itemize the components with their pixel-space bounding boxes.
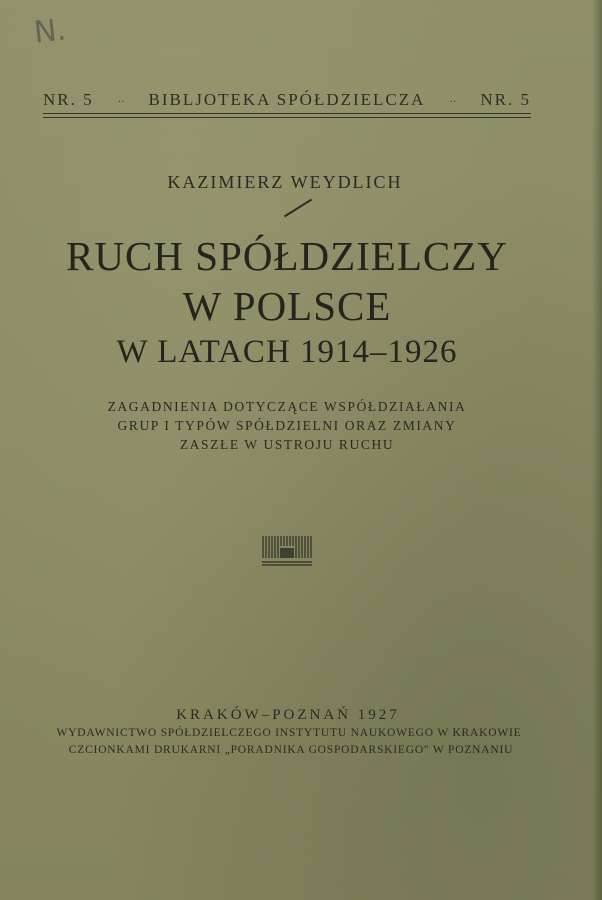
series-number-left: NR. 5 (43, 90, 94, 109)
publisher-line: WYDAWNICTWO SPÓŁDZIELCZEGO INSTYTUTU NAUKOWEGO W KRAKOWIE (56, 727, 522, 739)
cover-edge-shadow (592, 0, 602, 900)
subtitle-line-1: ZAGADNIENIA DOTYCZĄCE WSPÓŁDZIAŁANIA (107, 399, 467, 414)
printer-line: CZCIONKAMI DRUKARNI „PORADNIKA GOSPODARSKIEGO" W POZNANIU (68, 744, 514, 756)
title-line-1: RUCH SPÓŁDZIELCZY (66, 233, 508, 279)
header-rule-top (43, 113, 531, 114)
publisher-emblem-icon (261, 534, 313, 568)
subtitle-line-2: GRUP I TYPÓW SPÓŁDZIELNI ORAZ ZMIANY (117, 418, 457, 433)
separator-dots: ·· (449, 97, 457, 108)
accent-mark (284, 199, 312, 218)
title-line-2: W POLSCE (182, 283, 392, 329)
author-name: KAZIMIERZ WEYDLICH (167, 172, 403, 192)
separator-dots: ·· (117, 97, 125, 108)
subtitle-line-3: ZASZŁE W USTROJU RUCHU (179, 437, 395, 452)
series-number-right: NR. 5 (480, 90, 531, 109)
place-and-year: KRAKÓW–POZNAŃ 1927 (176, 707, 400, 723)
series-name: BIBLJOTEKA SPÓŁDZIELCZA (148, 90, 426, 109)
series-header (43, 90, 531, 110)
header-rule-bottom (43, 117, 531, 118)
handwritten-mark: N. (32, 12, 68, 51)
title-line-3: W LATACH 1914–1926 (116, 334, 458, 370)
